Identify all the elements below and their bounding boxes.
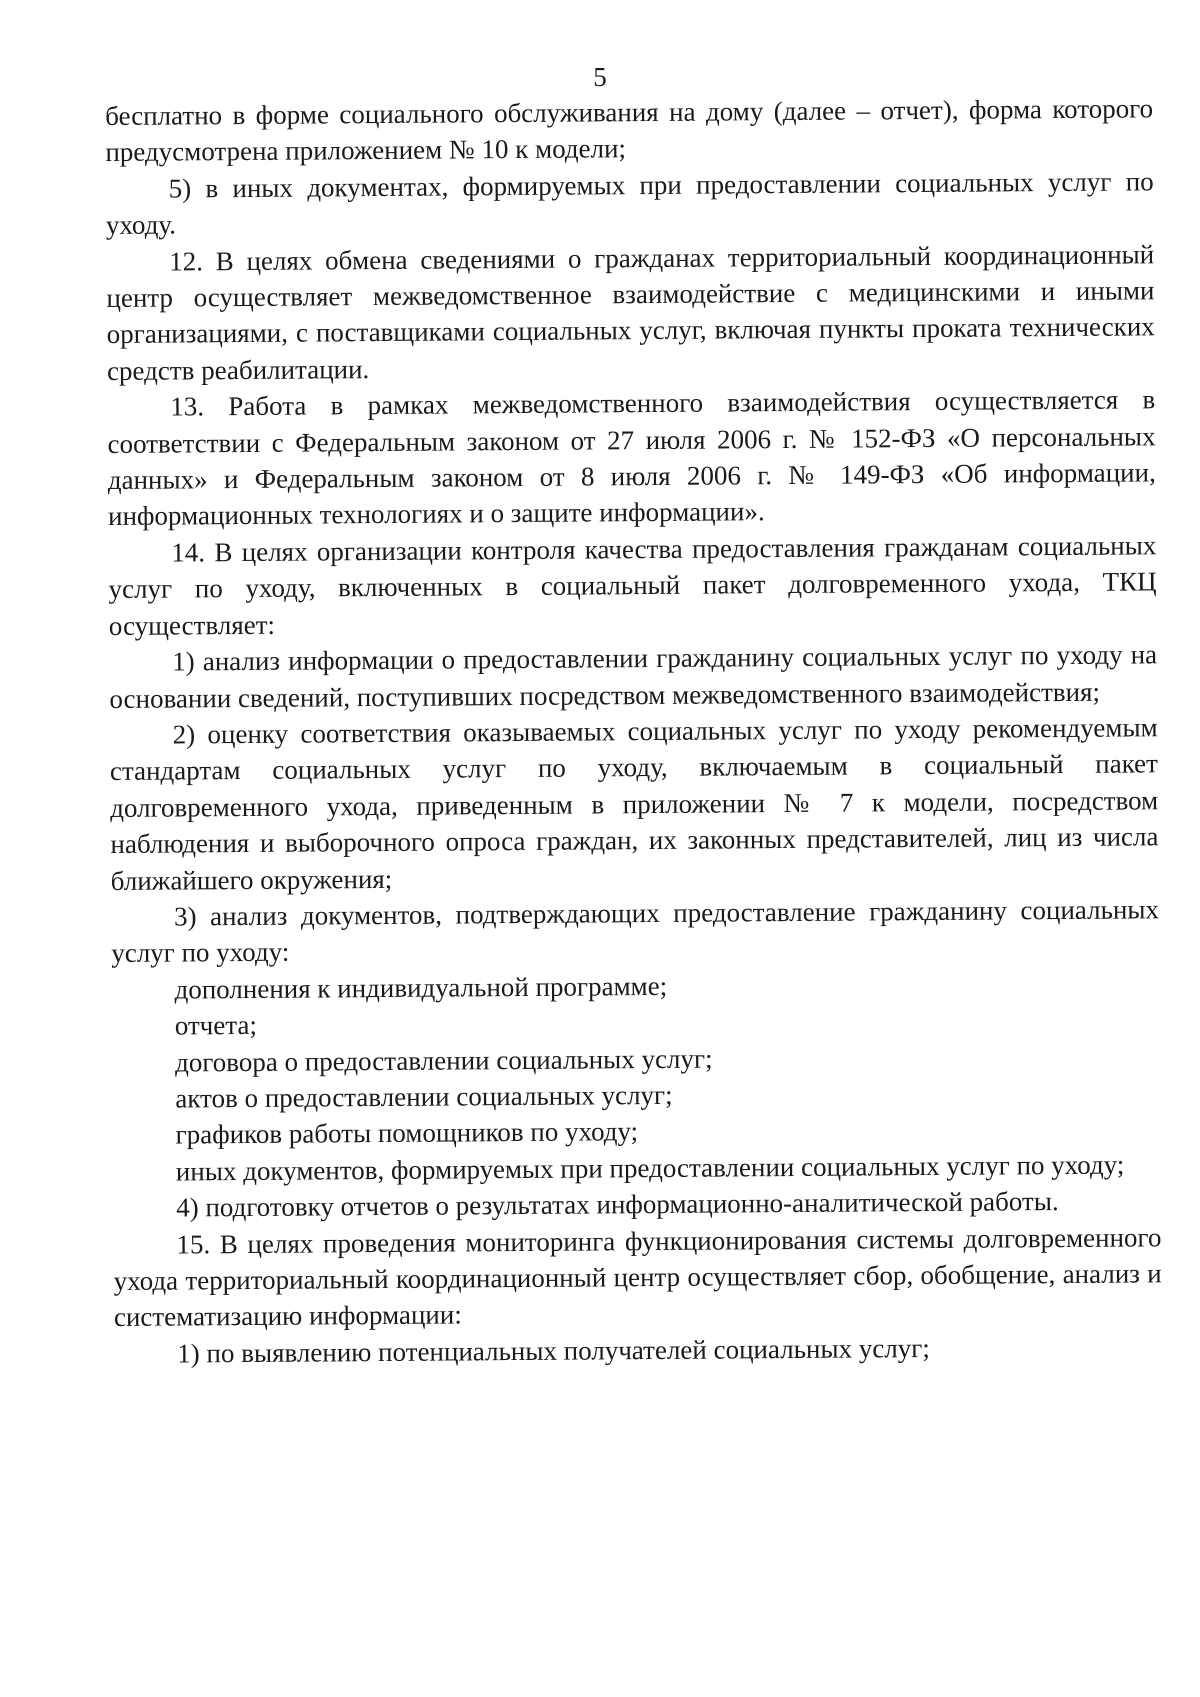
paragraph: иных документов, формируемых при предоставлении социальных услуг по уходу; (175, 1149, 1125, 1187)
paragraph: 1) по выявлению потенциальных получателей социальных услуг; (177, 1332, 930, 1369)
paragraph: 5) в иных документах, формируемых при предоставлении социальных услуг по уходу. (105, 166, 1154, 241)
paragraph: 1) анализ информации о предоставлении гражданину социальных услуг по уходу на основании сведений, поступивших посредством межведомственного взаимодействия; (109, 639, 1158, 714)
paragraph: 15. В целях проведения мониторинга функционирования системы долговременного ухода территориальный координационный центр осуществляет сбор, обобщение, анализ и систематизацию информации: (113, 1221, 1162, 1333)
list-item: отчета; (174, 1010, 258, 1041)
list-item: графиков работы помощников по уходу; (175, 1116, 639, 1150)
paragraph: 13. Работа в рамках межведомственного взаимодействия осуществляется в соответствии с Федеральным законом от 27 июля 2006 г. № 152-ФЗ «О персональных данных» и Федеральным законом от 8 июля 2006 г. № 149-ФЗ «Об информации, информационных технологиях и о защите информации». (107, 384, 1156, 532)
list-item: договора о предоставлении социальных услуг; (174, 1043, 713, 1078)
paragraph: 14. В целях организации контроля качества предоставления гражданам социальных услуг по уходу, включенных в социальный пакет долговременного ухода, ТКЦ осуществляет: (108, 530, 1157, 641)
paragraph: 3) анализ документов, подтверждающих предоставление гражданину социальных услуг по уходу: (111, 894, 1160, 969)
list-item: актов о предоставлении социальных услуг; (175, 1079, 673, 1114)
page-number: 5 (593, 62, 607, 92)
document-body (105, 90, 1162, 1372)
list-item: дополнения к индивидуальной программе; (174, 970, 668, 1005)
paragraph: 12. В целях обмена сведениями о гражданах территориальный координационный центр осуществляет межведомственное взаимодействие с медицинскими и иными организациями, с поставщиками социальных услуг, включая пункты проката технических средств реабилитации. (106, 238, 1155, 386)
paragraph: бесплатно в форме социального обслуживания на дому (далее – отчет), форма которого предусмотрена приложением № 10 к модели; (105, 93, 1154, 168)
paragraph: 2) оценку соответствия оказываемых социальных услуг по уходу рекомендуемым стандартам социальных услуг по уходу, включаемым в социальный пакет долговременного ухода, приведенным в приложении № 7 к модели, посредством наблюдения и выборочного опроса граждан, их законных представителей, лиц из числа ближайшего окружения; (109, 712, 1159, 896)
paragraph: 4) подготовку отчетов о результатах информационно-аналитической работы. (176, 1186, 1059, 1223)
